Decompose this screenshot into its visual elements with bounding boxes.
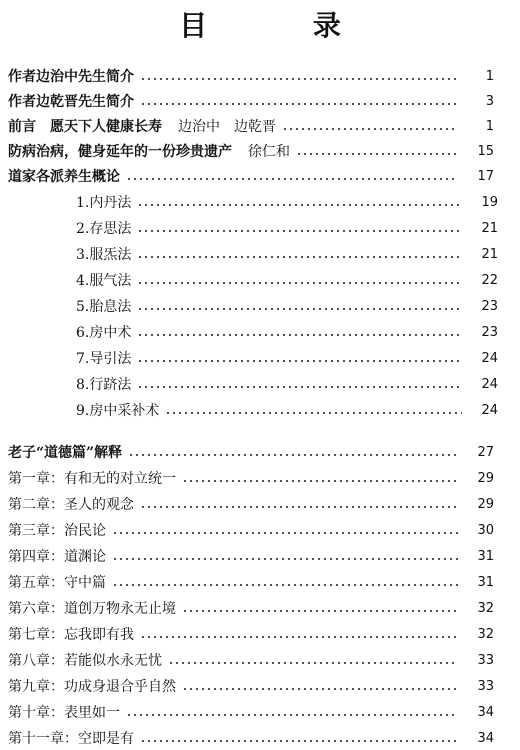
toc-entry [0, 216, 520, 240]
toc-entry-page: 22 [481, 272, 498, 288]
toc-entry-page: 3 [485, 93, 494, 109]
toc-entry [0, 164, 520, 188]
dot-leader [140, 103, 458, 105]
toc-entry-label: 7.导引法 [76, 351, 132, 367]
toc-entry-label: 作者边治中先生简介 [8, 69, 134, 85]
toc-entry-page: 30 [477, 522, 494, 538]
dot-leader [112, 558, 458, 560]
toc-entry [0, 114, 520, 138]
toc-entry [0, 398, 520, 422]
toc-entry [0, 89, 520, 113]
toc-entry [0, 466, 520, 490]
toc-entry-label: 第七章：忘我即有我 [8, 627, 134, 643]
toc-entry-page: 31 [477, 548, 494, 564]
dot-leader [182, 688, 458, 690]
toc-entry [0, 544, 520, 568]
toc-entry-page: 29 [477, 496, 494, 512]
dot-leader [140, 740, 458, 742]
dot-leader [137, 204, 462, 206]
toc-entry [0, 268, 520, 292]
toc-entry-page: 24 [481, 350, 498, 366]
toc-entry-page: 23 [481, 324, 498, 340]
toc-entry [0, 726, 520, 750]
dot-leader [126, 178, 458, 180]
dot-leader [140, 636, 458, 638]
toc-entry [0, 242, 520, 266]
toc-entry-page: 23 [481, 298, 498, 314]
toc-entry-page: 21 [481, 246, 498, 262]
toc-entry-label: 第九章：功成身退合乎自然 [8, 679, 176, 695]
toc-entry [0, 139, 520, 163]
dot-leader [137, 334, 462, 336]
toc-entry-label: 9.房中采补术 [76, 403, 160, 419]
toc-entry [0, 622, 520, 646]
dot-leader [137, 308, 462, 310]
dot-leader [137, 360, 462, 362]
toc-entry-page: 1 [485, 118, 494, 134]
toc-entry-label: 作者边乾晋先生简介 [8, 94, 134, 110]
toc-entry-page: 32 [477, 600, 494, 616]
dot-leader [140, 78, 458, 80]
toc-entry-label: 2.存思法 [76, 221, 132, 237]
dot-leader [137, 282, 462, 284]
dot-leader [128, 454, 458, 456]
dot-leader [137, 386, 462, 388]
toc-entry [0, 648, 520, 672]
toc-entry-page: 24 [481, 402, 498, 418]
toc-entry-authors: 边治中 边乾晋 [178, 119, 276, 135]
toc-entry-label: 6.房中术 [76, 325, 132, 341]
toc-entry-page: 33 [477, 678, 494, 694]
toc-entry-label: 前言 愿天下人健康长寿 [8, 119, 162, 135]
toc-entry-label: 4.服气法 [76, 273, 132, 289]
dot-leader [168, 662, 458, 664]
dot-leader [140, 506, 458, 508]
toc-entry-label: 第五章：守中篇 [8, 575, 106, 591]
dot-leader [165, 412, 462, 414]
toc-entry-label: 第一章：有和无的对立统一 [8, 471, 176, 487]
dot-leader [282, 128, 458, 130]
toc-entry-authors: 徐仁和 [248, 144, 290, 160]
toc-entry [0, 294, 520, 318]
toc-entry [0, 320, 520, 344]
toc-entry [0, 596, 520, 620]
toc-entry [0, 570, 520, 594]
dot-leader [126, 714, 458, 716]
toc-entry [0, 346, 520, 370]
toc-entry [0, 518, 520, 542]
toc-entry-page: 32 [477, 626, 494, 642]
toc-entry-page: 33 [477, 652, 494, 668]
dot-leader [112, 584, 458, 586]
toc-entry-page: 21 [481, 220, 498, 236]
toc-entry-page: 15 [477, 143, 494, 159]
toc-entry-label: 老子“道德篇”解释 [8, 445, 123, 461]
toc-entry-label: 第六章：道创万物永无止境 [8, 601, 176, 617]
toc-entry-label: 第四章：道渊论 [8, 549, 106, 565]
toc-entry-page: 34 [477, 730, 494, 746]
toc-entry-page: 27 [477, 444, 494, 460]
toc-entry [0, 64, 520, 88]
dot-leader [182, 610, 458, 612]
toc-entry-label: 第二章：圣人的观念 [8, 497, 134, 513]
toc-entry [0, 190, 520, 214]
toc-entry [0, 372, 520, 396]
toc-entry-label: 3.服炁法 [76, 247, 132, 263]
toc-entry-label: 8.行跻法 [76, 377, 132, 393]
toc-entry [0, 700, 520, 724]
dot-leader [137, 230, 462, 232]
toc-entry-label: 道家各派养生概论 [8, 169, 120, 185]
toc-entry [0, 440, 520, 464]
dot-leader [112, 532, 458, 534]
toc-entry-label: 第十一章：空即是有 [8, 731, 134, 747]
toc-entry-label: 1.内丹法 [76, 195, 132, 211]
page-title: 目 录 [179, 9, 389, 42]
dot-leader [137, 256, 462, 258]
toc-entry [0, 674, 520, 698]
toc-entry-label: 第八章：若能似水永无忧 [8, 653, 162, 669]
dot-leader [296, 153, 458, 155]
toc-entry [0, 492, 520, 516]
toc-entry-page: 31 [477, 574, 494, 590]
toc-entry-label: 5.胎息法 [76, 299, 132, 315]
toc-entry-page: 34 [477, 704, 494, 720]
toc-entry-label: 第十章：表里如一 [8, 705, 120, 721]
toc-entry-page: 24 [481, 376, 498, 392]
toc-entry-page: 29 [477, 470, 494, 486]
toc-entry-label: 第三章：治民论 [8, 523, 106, 539]
toc-entry-page: 17 [477, 168, 494, 184]
toc-entry-page: 1 [485, 68, 494, 84]
toc-entry-label: 防病治病，健身延年的一份珍贵遗产 [8, 144, 232, 160]
toc-entry-page: 19 [481, 194, 498, 210]
dot-leader [182, 480, 458, 482]
